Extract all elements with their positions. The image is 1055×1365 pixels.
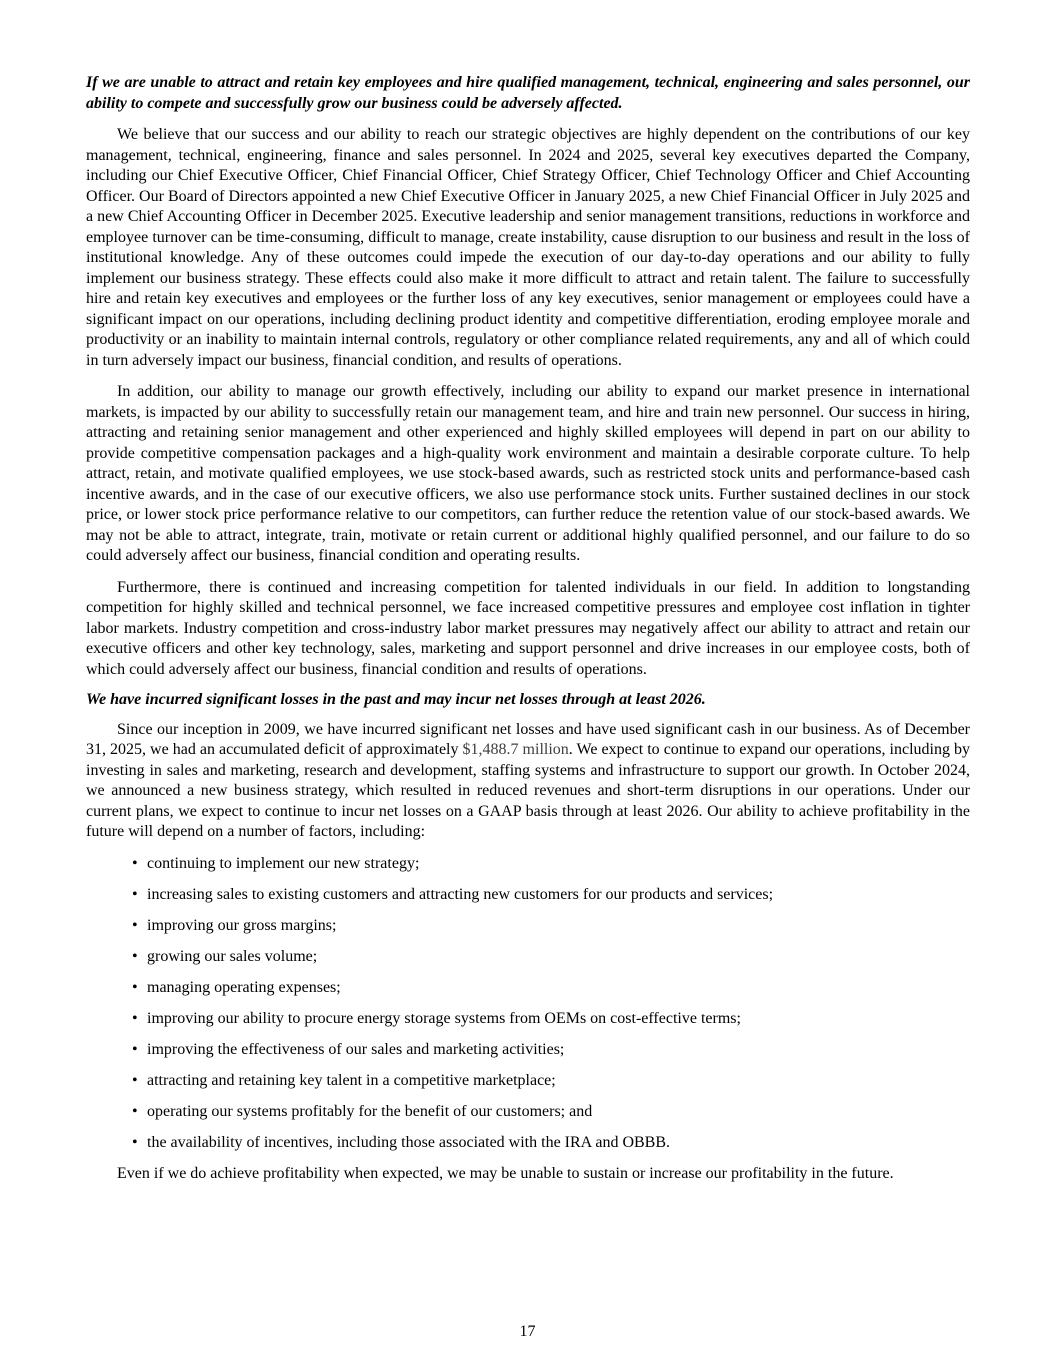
list-item: [86, 854, 970, 875]
list-item: [86, 978, 970, 999]
list-item-text: attracting and retaining key talent in a competitive marketplace;: [147, 1072, 556, 1090]
bullet-icon: •: [132, 1103, 138, 1121]
deficit-outro-text: . We expect to continue to expand our operations, including by investing in sales and marketing, research and development, staffing systems and infrastructure to support our growth. In October 2024, we announced a new business strategy, which resulted in reduced revenues and short-term disruptions in our operations. Under our current plans, we expect to continue to incur net losses on a GAAP basis through at least 2026. Our ability to achieve profitability in the future will depend on a number of factors, including:: [86, 741, 970, 840]
paragraph-accumulated-deficit: [86, 720, 970, 843]
bullet-icon: •: [132, 916, 138, 934]
risk-factor-heading-key-employees: If we are unable to attract and retain key employees and hire qualified management, technical, engineering and sales personnel, our ability to compete and successfully grow our business could be adversely affected.: [86, 74, 970, 112]
document-page: [86, 73, 970, 1185]
accumulated-deficit-value: $1,488.7 million: [462, 741, 569, 758]
list-item-text: the availability of incentives, including those associated with the IRA and OBBB.: [147, 1134, 671, 1152]
list-item-text: continuing to implement our new strategy;: [147, 854, 420, 872]
paragraph-competition-talent: Furthermore, there is continued and increasing competition for talented individuals in our field. In addition to longstanding competition for highly skilled and technical personnel, we face increased competitive pressures and employee cost inflation in tighter labor markets. Industry competition and cross-industry labor market pressures may negatively affect our ability to attract and retain our executive officers and other key technology, sales, marketing and support personnel and drive increases in our employee costs, both of which could adversely affect our business, financial condition and results of operations.: [86, 578, 970, 678]
bullet-icon: •: [132, 1134, 138, 1152]
list-item: [86, 1133, 970, 1154]
bullet-icon: •: [132, 978, 138, 996]
list-item-text: growing our sales volume;: [147, 947, 318, 965]
bullet-icon: •: [132, 1041, 138, 1059]
page-number: 17: [519, 1323, 536, 1340]
bullet-icon: •: [132, 1009, 138, 1027]
paragraph-key-personnel: We believe that our success and our ability to reach our strategic objectives are highly dependent on the contributions of our key management, technical, engineering, finance and sales personnel. In 2024 and 2025, several key executives departed the Company, including our Chief Executive Officer, Chief Financial Officer, Chief Strategy Officer, Chief Technology Officer and Chief Accounting Officer. Our Board of Directors appointed a new Chief Executive Officer in January 2025, a new Chief Financial Officer in July 2025 and a new Chief Accounting Officer in December 2025. Executive leadership and senior management transitions, reductions in workforce and employee turnover can be time-consuming, difficult to manage, create instability, cause disruption to our business and result in the loss of institutional knowledge. Any of these outcomes could impede the execution of our day-to-day operations and our ability to fully implement our business strategy. These effects could also make it more difficult to attract and retain talent. The failure to successfully hire and retain key executives and employees or the further loss of any key executives, senior management or employees could have a significant impact on our operations, including declining product identity and competitive differentiation, eroding employee morale and productivity or an inability to maintain internal controls, regulatory or other compliance related requirements, any and all of which could in turn adversely impact our business, financial condition, and results of operations.: [86, 126, 970, 369]
bullet-icon: •: [132, 1072, 138, 1090]
list-item: [86, 1071, 970, 1092]
paragraph-sustain-profitability: Even if we do achieve profitability when expected, we may be unable to sustain or increase our profitability in the future.: [117, 1165, 894, 1183]
list-item: [86, 1040, 970, 1061]
list-item-text: operating our systems profitably for the benefit of our customers; and: [147, 1103, 593, 1121]
bullet-icon: •: [132, 854, 138, 872]
bullet-icon: •: [132, 947, 138, 965]
profitability-factors-list: [86, 854, 970, 1154]
paragraph-growth-management: In addition, our ability to manage our growth effectively, including our ability to expand our market presence in international markets, is impacted by our ability to successfully retain our management team, and hire and train new personnel. Our success in hiring, attracting and retaining senior management and other experienced and highly skilled employees will depend in part on our ability to provide competitive compensation packages and a high-quality work environment and maintain a desirable corporate culture. To help attract, retain, and motivate qualified employees, we use stock-based awards, such as restricted stock units and performance-based cash incentive awards, and in the case of our executive officers, we also use performance stock units. Further sustained declines in our stock price, or lower stock price performance relative to our competitors, can further reduce the retention value of our stock-based awards. We may not be able to attract, integrate, train, motivate or retain current or additional highly qualified personnel, and our failure to do so could adversely affect our business, financial condition and operating results.: [86, 383, 970, 564]
list-item: [86, 1009, 970, 1030]
list-item-text: improving our gross margins;: [147, 916, 337, 934]
list-item: [86, 916, 970, 937]
list-item: [86, 947, 970, 968]
bullet-icon: •: [132, 885, 138, 903]
list-item-text: improving the effectiveness of our sales and marketing activities;: [147, 1041, 565, 1059]
deficit-intro-text: Since our inception in 2009, we have incurred significant net losses and have used significant cash in our business. As of December 31, 2025, we had an accumulated deficit of approximately: [86, 720, 970, 758]
list-item: [86, 885, 970, 906]
list-item-text: improving our ability to procure energy storage systems from OEMs on cost-effective terms;: [147, 1009, 741, 1027]
risk-factor-heading-losses: We have incurred significant losses in the past and may incur net losses through at least 2026.: [86, 691, 706, 708]
list-item-text: managing operating expenses;: [147, 978, 341, 996]
list-item-text: increasing sales to existing customers and attracting new customers for our products and services;: [147, 885, 774, 903]
list-item: [86, 1102, 970, 1123]
